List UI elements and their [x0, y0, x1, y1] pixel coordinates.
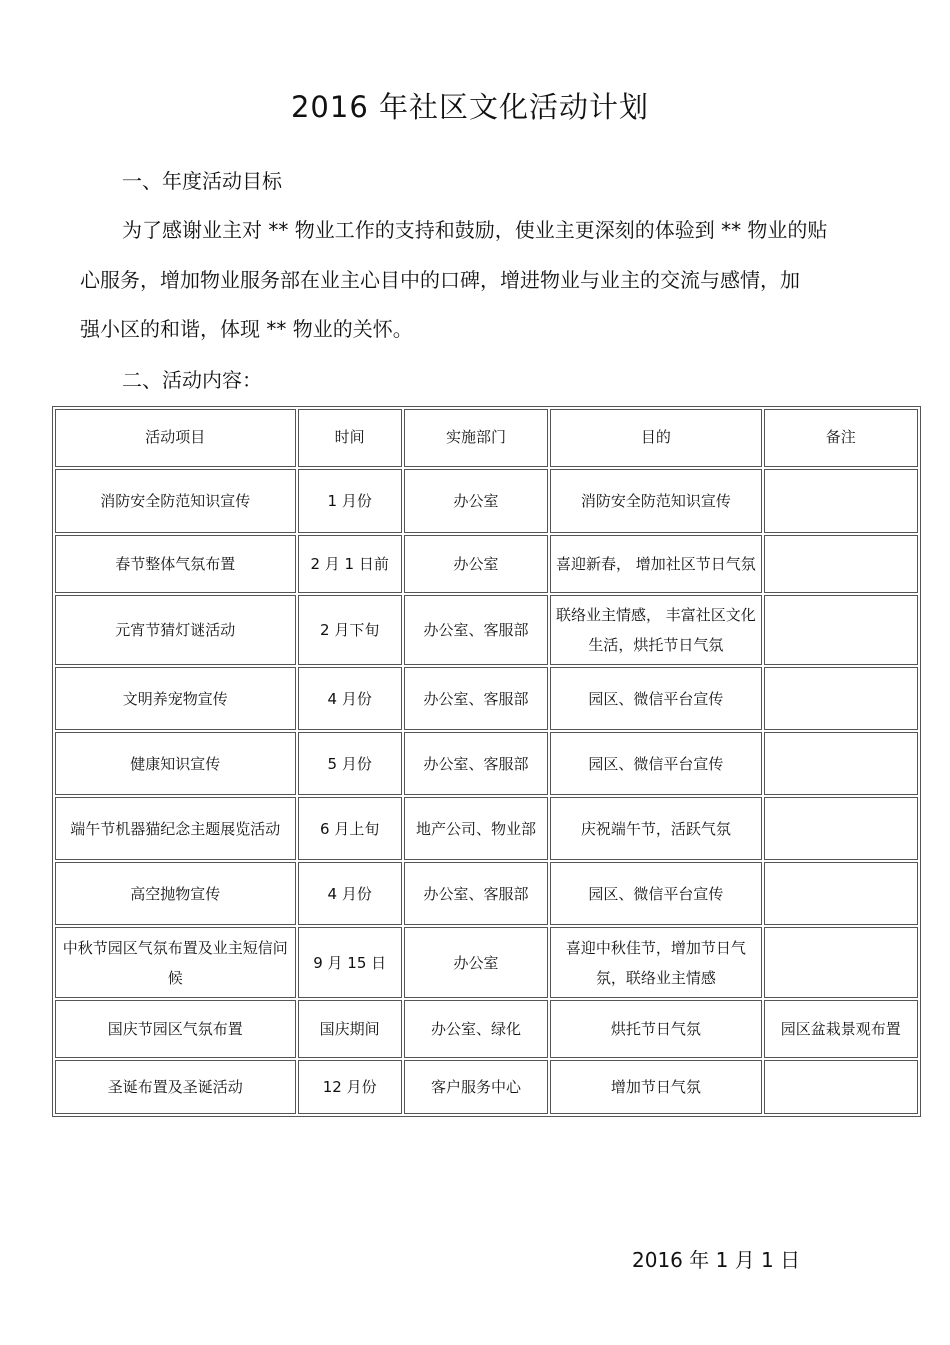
goal-paragraph-line-1: 为了感谢业主对 ** 物业工作的支持和鼓励，使业主更深刻的体验到 ** 物业的贴 [122, 218, 828, 242]
cell-remarks [764, 667, 918, 730]
cell-activity: 端午节机器猫纪念主题展览活动 [55, 797, 296, 860]
goal-paragraph-line-2: 心服务，增加物业服务部在业主心目中的口碑，增进物业与业主的交流与感情，加 [80, 268, 800, 292]
header-department: 实施部门 [404, 409, 548, 467]
cell-remarks [764, 1060, 918, 1114]
cell-department: 客户服务中心 [404, 1060, 548, 1114]
cell-activity: 圣诞布置及圣诞活动 [55, 1060, 296, 1114]
cell-time: 12 月份 [298, 1060, 402, 1114]
cell-purpose: 园区、微信平台宣传 [550, 667, 761, 730]
cell-purpose: 园区、微信平台宣传 [550, 732, 761, 795]
table-row [55, 667, 918, 730]
cell-activity: 国庆节园区气氛布置 [55, 1000, 296, 1058]
cell-activity: 健康知识宣传 [55, 732, 296, 795]
cell-remarks [764, 595, 918, 665]
cell-time: 2 月 1 日前 [298, 535, 402, 593]
table-row [55, 1060, 918, 1114]
cell-purpose: 消防安全防范知识宣传 [550, 469, 761, 533]
section-heading-goals: 一、年度活动目标 [122, 169, 282, 193]
cell-time: 6 月上旬 [298, 797, 402, 860]
cell-time: 4 月份 [298, 667, 402, 730]
cell-time: 1 月份 [298, 469, 402, 533]
cell-remarks [764, 732, 918, 795]
section-heading-content: 二、活动内容： [122, 368, 262, 392]
table-row [55, 1000, 918, 1058]
cell-time: 国庆期间 [298, 1000, 402, 1058]
table-row [55, 797, 918, 860]
table-row [55, 927, 918, 998]
cell-activity: 元宵节猜灯谜活动 [55, 595, 296, 665]
cell-department: 地产公司、物业部 [404, 797, 548, 860]
cell-department: 办公室 [404, 469, 548, 533]
cell-time: 2 月下旬 [298, 595, 402, 665]
header-activity: 活动项目 [55, 409, 296, 467]
cell-remarks [764, 862, 918, 925]
cell-purpose: 喜迎中秋佳节，增加节日气氛，联络业主情感 [550, 927, 761, 998]
table-header-row [55, 409, 918, 467]
cell-remarks: 园区盆栽景观布置 [764, 1000, 918, 1058]
cell-purpose: 联络业主情感， 丰富社区文化生活，烘托节日气氛 [550, 595, 761, 665]
cell-time: 4 月份 [298, 862, 402, 925]
table-row [55, 535, 918, 593]
cell-department: 办公室 [404, 927, 548, 998]
cell-purpose: 增加节日气氛 [550, 1060, 761, 1114]
document-title: 2016 年社区文化活动计划 [290, 90, 650, 124]
cell-activity: 消防安全防范知识宣传 [55, 469, 296, 533]
cell-remarks [764, 469, 918, 533]
cell-activity: 中秋节园区气氛布置及业主短信问候 [55, 927, 296, 998]
cell-department: 办公室 [404, 535, 548, 593]
cell-activity: 春节整体气氛布置 [55, 535, 296, 593]
table-row [55, 469, 918, 533]
cell-department: 办公室、客服部 [404, 667, 548, 730]
document-date: 2016 年 1 月 1 日 [632, 1248, 801, 1272]
cell-remarks [764, 927, 918, 998]
cell-department: 办公室、绿化 [404, 1000, 548, 1058]
header-time: 时间 [298, 409, 402, 467]
cell-activity: 高空抛物宣传 [55, 862, 296, 925]
cell-department: 办公室、客服部 [404, 732, 548, 795]
cell-purpose: 庆祝端午节，活跃气氛 [550, 797, 761, 860]
cell-time: 9 月 15 日 [298, 927, 402, 998]
table-row [55, 732, 918, 795]
cell-purpose: 园区、微信平台宣传 [550, 862, 761, 925]
cell-department: 办公室、客服部 [404, 862, 548, 925]
cell-remarks [764, 797, 918, 860]
cell-purpose: 喜迎新春， 增加社区节日气氛 [550, 535, 761, 593]
cell-time: 5 月份 [298, 732, 402, 795]
header-purpose: 目的 [550, 409, 761, 467]
activity-table [52, 406, 921, 1117]
table-row [55, 862, 918, 925]
header-remarks: 备注 [764, 409, 918, 467]
cell-remarks [764, 535, 918, 593]
table-row [55, 595, 918, 665]
cell-department: 办公室、客服部 [404, 595, 548, 665]
cell-purpose: 烘托节日气氛 [550, 1000, 761, 1058]
cell-activity: 文明养宠物宣传 [55, 667, 296, 730]
goal-paragraph-line-3: 强小区的和谐，体现 ** 物业的关怀。 [80, 317, 413, 341]
